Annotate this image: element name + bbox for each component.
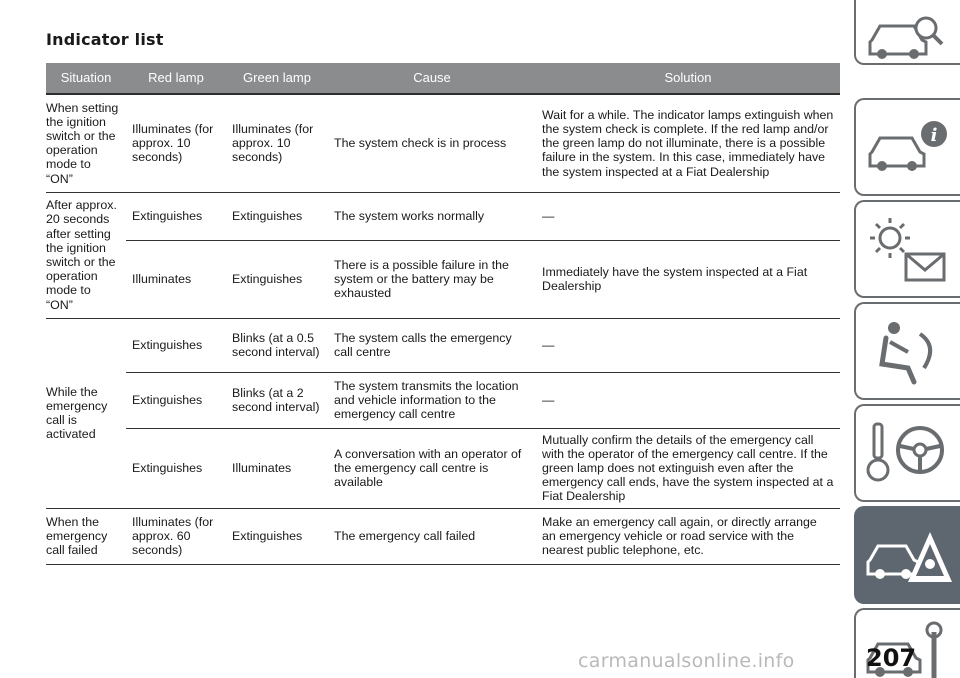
table-row — [46, 428, 840, 508]
red-lamp-cell: Illuminates (for approx. 10 seconds) — [126, 94, 226, 192]
solution-cell: — — [536, 372, 840, 428]
header-green-lamp: Green lamp — [226, 63, 328, 94]
watermark: carmanualsonline.info — [578, 650, 795, 672]
green-lamp-cell: Illuminates (for approx. 10 seconds) — [226, 94, 328, 192]
header-solution: Solution — [536, 63, 840, 94]
solution-cell: — — [536, 318, 840, 372]
warning-lights-message-icon — [864, 210, 954, 290]
green-lamp-cell: Extinguishes — [226, 508, 328, 564]
solution-cell: Mutually confirm the details of the emergency call with the operator of the emergency call centre. If the green lamp does not extinguish even after the emergency call ends, have the system inspected at a Fiat Dealership — [536, 428, 840, 508]
table-row — [46, 240, 840, 318]
table-header-row — [46, 63, 840, 94]
green-lamp-cell: Blinks (at a 2 second interval) — [226, 372, 328, 428]
seat-airbag-icon — [864, 312, 954, 392]
green-lamp-cell: Illuminates — [226, 428, 328, 508]
key-steering-wheel-icon — [864, 414, 954, 494]
table-row — [46, 372, 840, 428]
solution-cell: Make an emergency call again, or directly arrange an emergency vehicle or road service with the nearest public telephone, etc. — [536, 508, 840, 564]
tab-safety[interactable] — [854, 302, 960, 400]
red-lamp-cell: Extinguishes — [126, 372, 226, 428]
header-cause: Cause — [328, 63, 536, 94]
cause-cell: There is a possible failure in the system or the battery may be exhausted — [328, 240, 536, 318]
car-info-icon — [864, 108, 954, 188]
situation-cell: While the emergency call is activated — [46, 318, 126, 508]
header-red-lamp: Red lamp — [126, 63, 226, 94]
red-lamp-cell: Extinguishes — [126, 318, 226, 372]
red-lamp-cell: Extinguishes — [126, 192, 226, 240]
green-lamp-cell: Extinguishes — [226, 240, 328, 318]
cause-cell: The system works normally — [328, 192, 536, 240]
chapter-tabs — [854, 0, 960, 640]
cause-cell: The emergency call failed — [328, 508, 536, 564]
svg-text:i: i — [930, 125, 938, 146]
page-title: Indicator list — [46, 30, 164, 49]
table-row — [46, 94, 840, 192]
solution-cell: Wait for a while. The indicator lamps extinguish when the system check is complete. If the red lamp and/or the green lamp do not illuminate, there is a possible failure in the system. In this case, immediately have the system inspected at a Fiat Dealership — [536, 94, 840, 192]
table-row — [46, 508, 840, 564]
cause-cell: The system calls the emergency call centre — [328, 318, 536, 372]
red-lamp-cell: Illuminates — [126, 240, 226, 318]
solution-cell: — — [536, 192, 840, 240]
solution-cell: Immediately have the system inspected at a Fiat Dealership — [536, 240, 840, 318]
red-lamp-cell: Illuminates (for approx. 60 seconds) — [126, 508, 226, 564]
table-row — [46, 318, 840, 372]
cause-cell: The system transmits the location and vehicle information to the emergency call centre — [328, 372, 536, 428]
indicator-table — [46, 63, 840, 565]
header-situation: Situation — [46, 63, 126, 94]
tab-starting-driving[interactable] — [854, 404, 960, 502]
car-search-icon — [864, 2, 954, 82]
tab-car-information[interactable] — [854, 98, 960, 196]
cause-cell: A conversation with an operator of the emergency call centre is available — [328, 428, 536, 508]
red-lamp-cell: Extinguishes — [126, 428, 226, 508]
tab-getting-to-know-car[interactable] — [854, 0, 960, 65]
situation-cell: When setting the ignition switch or the operation mode to “ON” — [46, 94, 126, 192]
situation-cell: When the emergency call failed — [46, 508, 126, 564]
situation-cell: After approx. 20 seconds after setting the ignition switch or the operation mode to “ON” — [46, 192, 126, 318]
car-breakdown-warning-icon — [864, 516, 954, 596]
cause-cell: The system check is in process — [328, 94, 536, 192]
page-number: 207 — [866, 644, 917, 672]
table-row — [46, 192, 840, 240]
green-lamp-cell: Extinguishes — [226, 192, 328, 240]
green-lamp-cell: Blinks (at a 0.5 second interval) — [226, 318, 328, 372]
tab-warning-lights[interactable] — [854, 200, 960, 298]
tab-in-an-emergency[interactable] — [854, 506, 960, 604]
